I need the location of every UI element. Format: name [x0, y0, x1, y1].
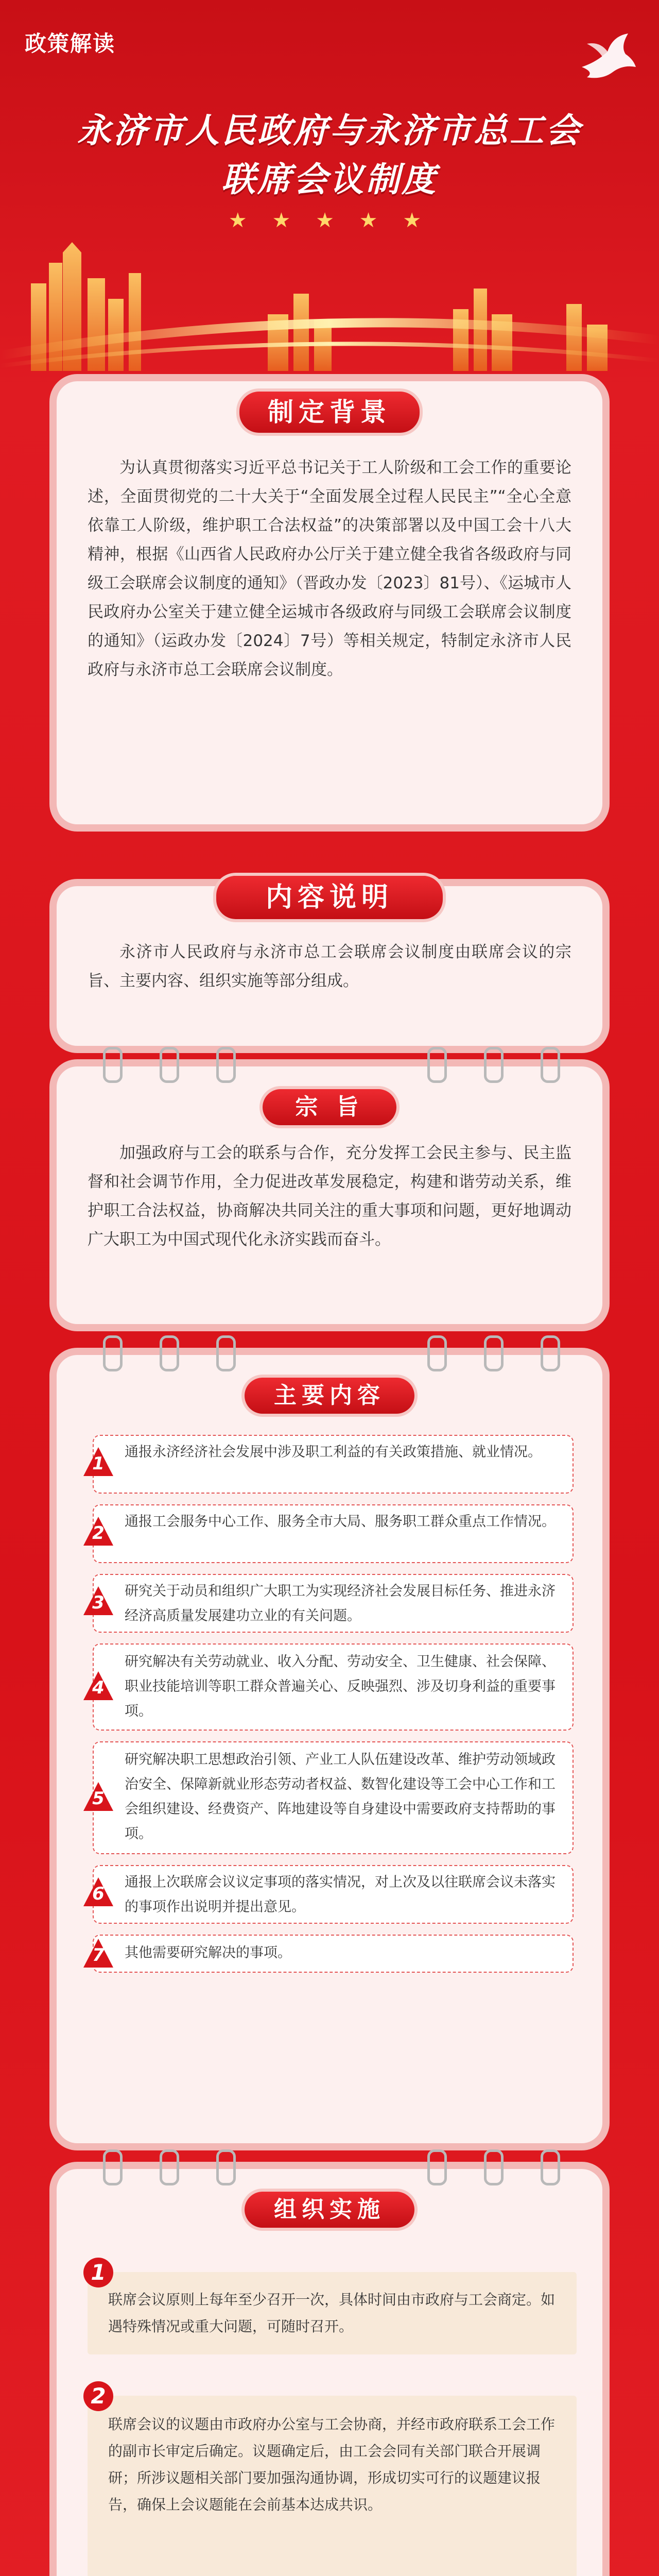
- header: [0, 0, 659, 371]
- binder-rings: [57, 1047, 602, 1078]
- number-badge-icon: 2: [82, 1516, 114, 1548]
- policy-tag: 政策解读: [25, 31, 116, 56]
- content-card: [57, 882, 602, 1046]
- number-badge-icon: 6: [82, 1876, 114, 1908]
- main-item: 7 其他需要研究解决的事项。: [93, 1935, 574, 1973]
- title-line2: 联席会议制度: [221, 160, 438, 199]
- number-badge-icon: 1: [82, 2257, 114, 2289]
- org-title: 组织实施: [245, 2192, 414, 2228]
- binder-rings: [57, 1335, 602, 1366]
- number-badge-icon: 7: [82, 1938, 114, 1970]
- purpose-text: 加强政府与工会的联系与合作，充分发挥工会民主参与、民主监督和社会调节作用，全力促进改革发展稳定，构建和谐劳动关系，维护职工合法权益，协商解决共同关注的重大事项和问题，更好地调动广大职工为中国式现代化永济实践而奋斗。: [88, 1144, 571, 1249]
- purpose-title: 宗 旨: [263, 1089, 396, 1125]
- background-card: [57, 381, 602, 824]
- main-item: 1 通报永济经济社会发展中涉及职工利益的有关政策措施、就业情况。: [93, 1435, 574, 1494]
- org-card: [57, 2169, 602, 2576]
- main-item: 5 研究解决职工思想政治引领、产业工人队伍建设改革、维护劳动领域政治安全、保障新就业形态劳动者权益、数智化建设等工会中心工作和工会组织建设、经费资产、阵地建设等自身建设中需要政府支持帮助的事项。: [93, 1741, 574, 1854]
- binder-rings: [57, 2149, 602, 2180]
- decorative-stars: ★ ★ ★ ★ ★: [228, 209, 431, 232]
- dove-icon: [577, 31, 638, 88]
- main-item: 2 通报工会服务中心工作、服务全市大局、服务职工群众重点工作情况。: [93, 1504, 574, 1563]
- title-line1: 永济市人民政府与永济市总工会: [77, 111, 582, 150]
- main-content-card: [57, 1355, 602, 2143]
- background-text: 为认真贯彻落实习近平总书记关于工人阶级和工会工作的重要论述，全面贯彻党的二十大关于“全面发展全过程人民民主”“全心全意依靠工人阶级，维护职工合法权益”的决策部署以及中国工会十八大精神，根据《山西省人民政府办公厅关于建立健全我省各级政府与同级工会联席会议制度的通知》（晋政办发〔2023〕81号）、《运城市人民政府办公室关于建立健全运城市各级政府与同级工会联席会议制度的通知》（运政办发〔2024〕7号）等相关规定，特制定永济市人民政府与永济市总工会联席会议制度。: [88, 459, 571, 679]
- org-item: 1 联席会议原则上每年至少召开一次，具体时间由市政府与工会商定。如遇特殊情况或重大问题，可随时召开。: [88, 2272, 577, 2354]
- number-badge-icon: 3: [82, 1585, 114, 1617]
- number-badge-icon: 2: [82, 2380, 114, 2412]
- content-intro: 永济市人民政府与永济市总工会联席会议制度由联席会议的宗旨、主要内容、组织实施等部分组成。: [88, 943, 571, 990]
- main-item: 3 研究关于动员和组织广大职工为实现经济社会发展目标任务、推进永济经济高质量发展建功立业的有关问题。: [93, 1574, 574, 1633]
- main-content-title: 主要内容: [245, 1378, 414, 1414]
- content-title: 内容说明: [216, 876, 443, 919]
- org-item: 2 联席会议的议题由市政府办公室与工会协商，并经市政府联系工会工作的副市长审定后确定。议题确定后，由工会会同有关部门联合开展调研；所涉议题相关部门要加强沟通协调，形成切实可行的议题建议报告，确保上会议题能在会前基本达成共识。: [88, 2396, 577, 2576]
- city-skyline-illustration: [0, 222, 659, 371]
- number-badge-icon: 4: [82, 1670, 114, 1702]
- main-item: 6 通报上次联席会议议定事项的落实情况，对上次及以往联席会议未落实的事项作出说明并提出意见。: [93, 1865, 574, 1924]
- number-badge-icon: 5: [82, 1781, 114, 1813]
- background-title: 制定背景: [239, 392, 420, 433]
- main-item: 4 研究解决有关劳动就业、收入分配、劳动安全、卫生健康、社会保障、职业技能培训等职工群众普遍关心、反映强烈、涉及切身利益的重要事项。: [93, 1643, 574, 1731]
- purpose-card: [57, 1066, 602, 1324]
- number-badge-icon: 1: [82, 1446, 114, 1478]
